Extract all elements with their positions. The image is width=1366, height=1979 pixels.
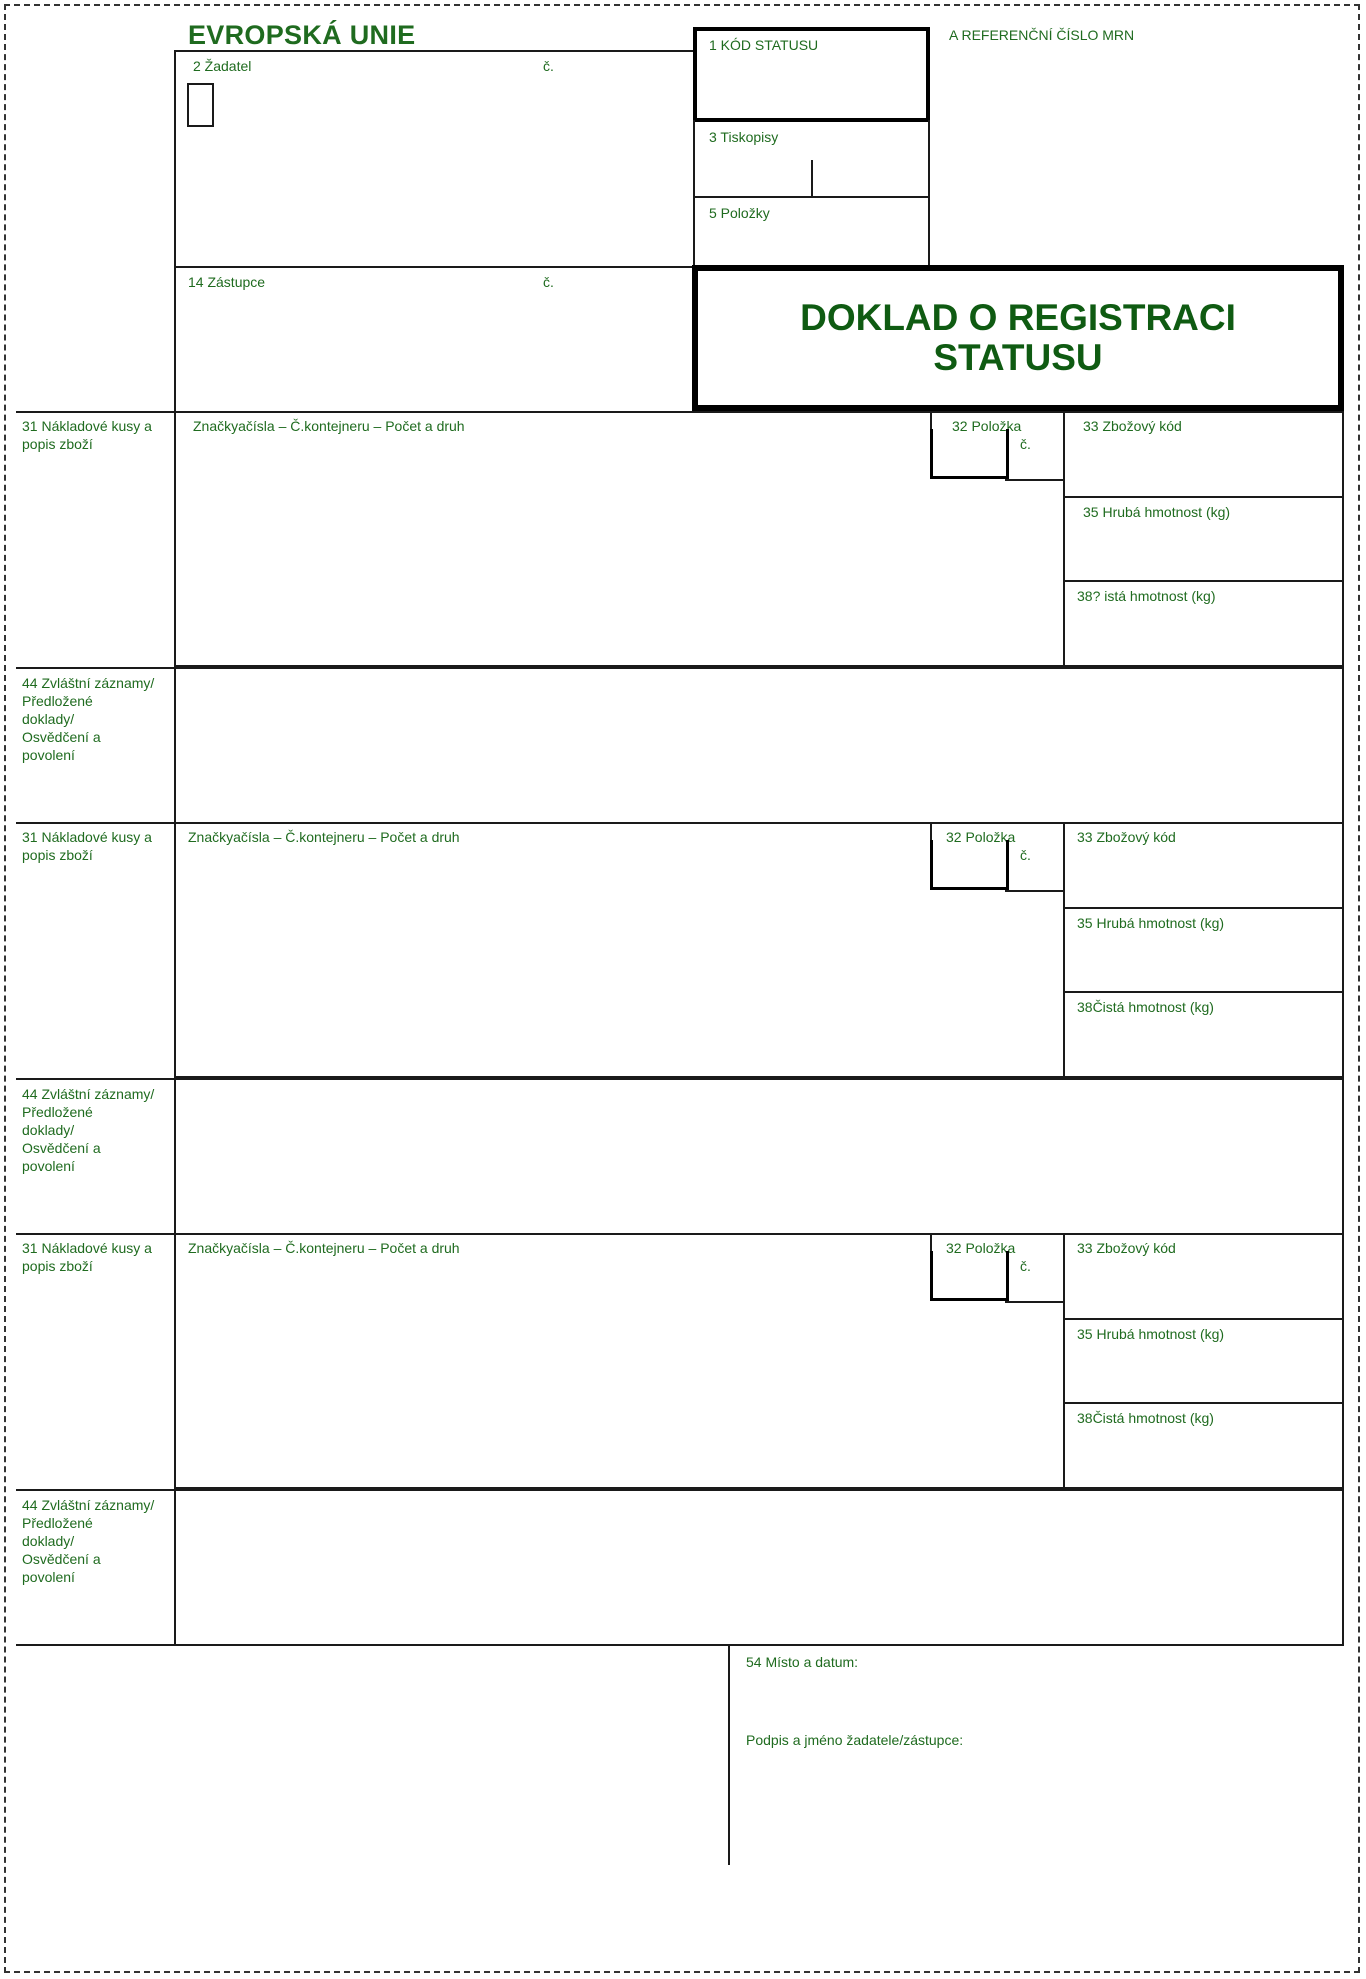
section-2-special-label: 44 Zvláštní záznamy/ Předložené doklady/ Osvědčení a povolení	[22, 1086, 155, 1174]
section-2-commodity-label: 33 Zbožový kód	[1077, 829, 1176, 845]
place-date-label: 54 Místo a datum:	[746, 1654, 859, 1670]
document-title-box	[692, 265, 1344, 411]
section-3-marks-label: Značkyačísla – Č.kontejneru – Počet a druh	[188, 1240, 460, 1256]
applicant-checkbox[interactable]	[187, 83, 214, 127]
forms-label: 3 Tiskopisy	[709, 129, 779, 145]
section-2-marks-label: Značkyačísla – Č.kontejneru – Počet a druh	[188, 829, 460, 845]
applicant-label: 2 Žadatel	[193, 58, 252, 74]
representative-divider	[174, 266, 694, 268]
section-3-commodity-label: 33 Zbožový kód	[1077, 1240, 1176, 1256]
section-2-special-box[interactable]	[174, 1078, 1344, 1234]
section-2-special-line	[16, 1078, 1344, 1080]
section-1-net-label: 38? istá hmotnost (kg)	[1077, 588, 1216, 604]
items-divider	[693, 196, 930, 198]
section-3-item-label: 32 Položka	[946, 1240, 1016, 1256]
section-1-special-label: 44 Zvláštní záznamy/ Předložené doklady/ Osvědčení a povolení	[22, 675, 155, 763]
section-3-item-no-label: č.	[1020, 1258, 1031, 1274]
section-2-item-number-box[interactable]	[930, 840, 1009, 890]
section-3-special-line	[16, 1489, 1344, 1491]
representative-no-label: č.	[543, 274, 554, 290]
forms-divider	[811, 160, 813, 196]
section-2-net-divider	[1063, 991, 1344, 993]
section-1-special-box[interactable]	[174, 667, 1344, 823]
section-1-item-bottom-line	[1005, 479, 1063, 481]
section-3-gross-label: 35 Hrubá hmotnost (kg)	[1077, 1326, 1225, 1342]
section-2-goods-box[interactable]	[174, 822, 1344, 1078]
section-1-item-no-label: č.	[1020, 436, 1031, 452]
footer-divider	[728, 1645, 730, 1865]
section-1-net-divider	[1063, 580, 1344, 582]
section-1-gross-label: 35 Hrubá hmotnost (kg)	[1083, 504, 1231, 520]
section-2-item-label: 32 Položka	[946, 829, 1016, 845]
section-3-packages-label: 31 Nákladové kusy a popis zboží	[22, 1240, 152, 1274]
eu-title: EVROPSKÁ UNIE	[188, 20, 416, 50]
section-3-goods-box[interactable]	[174, 1233, 1344, 1489]
section-3-item-bottom-line	[1005, 1301, 1063, 1303]
section-3-special-box[interactable]	[174, 1489, 1344, 1645]
signature-label: Podpis a jméno žadatele/zástupce:	[746, 1732, 964, 1748]
applicant-no-label: č.	[543, 58, 554, 74]
section-1-right-column-line	[1063, 411, 1065, 667]
section-2-packages-label: 31 Nákladové kusy a popis zboží	[22, 829, 152, 863]
mrn-label: A REFERENČNÍ ČÍSLO MRN	[949, 27, 1135, 43]
section-2-net-label: 38Čistá hmotnost (kg)	[1077, 999, 1214, 1015]
section-3-right-column-line	[1063, 1233, 1065, 1489]
section-1-packages-label: 31 Nákladové kusy a popis zboží	[22, 418, 152, 452]
section-3-item-number-box[interactable]	[930, 1251, 1009, 1301]
section-2-gross-label: 35 Hrubá hmotnost (kg)	[1077, 915, 1225, 931]
section-3-net-label: 38Čistá hmotnost (kg)	[1077, 1410, 1214, 1426]
section-1-marks-label: Značkyačísla – Č.kontejneru – Počet a druh	[193, 418, 465, 434]
section-1-goods-box[interactable]	[174, 411, 1344, 667]
section-1-item-number-box[interactable]	[930, 429, 1009, 479]
section-3-gross-divider	[1063, 1318, 1344, 1320]
section-2-item-no-label: č.	[1020, 847, 1031, 863]
section-2-item-bottom-line	[1005, 890, 1063, 892]
status-code-label: 1 KÓD STATUSU	[709, 37, 819, 53]
section-1-special-line	[16, 667, 1344, 669]
document-title: DOKLAD O REGISTRACI STATUSU	[800, 297, 1236, 378]
items-label: 5 Položky	[709, 205, 770, 221]
section-1-commodity-label: 33 Zbožový kód	[1083, 418, 1182, 434]
footer-top-line	[16, 1644, 1344, 1646]
section-2-right-column-line	[1063, 822, 1065, 1078]
applicant-box[interactable]	[174, 50, 694, 412]
representative-label: 14 Zástupce	[188, 274, 266, 290]
section-2-gross-divider	[1063, 907, 1344, 909]
section-3-special-label: 44 Zvláštní záznamy/ Předložené doklady/ Osvědčení a povolení	[22, 1497, 155, 1585]
section-1-item-label: 32 Položka	[952, 418, 1022, 434]
section-3-net-divider	[1063, 1402, 1344, 1404]
section-1-gross-divider	[1063, 496, 1344, 498]
